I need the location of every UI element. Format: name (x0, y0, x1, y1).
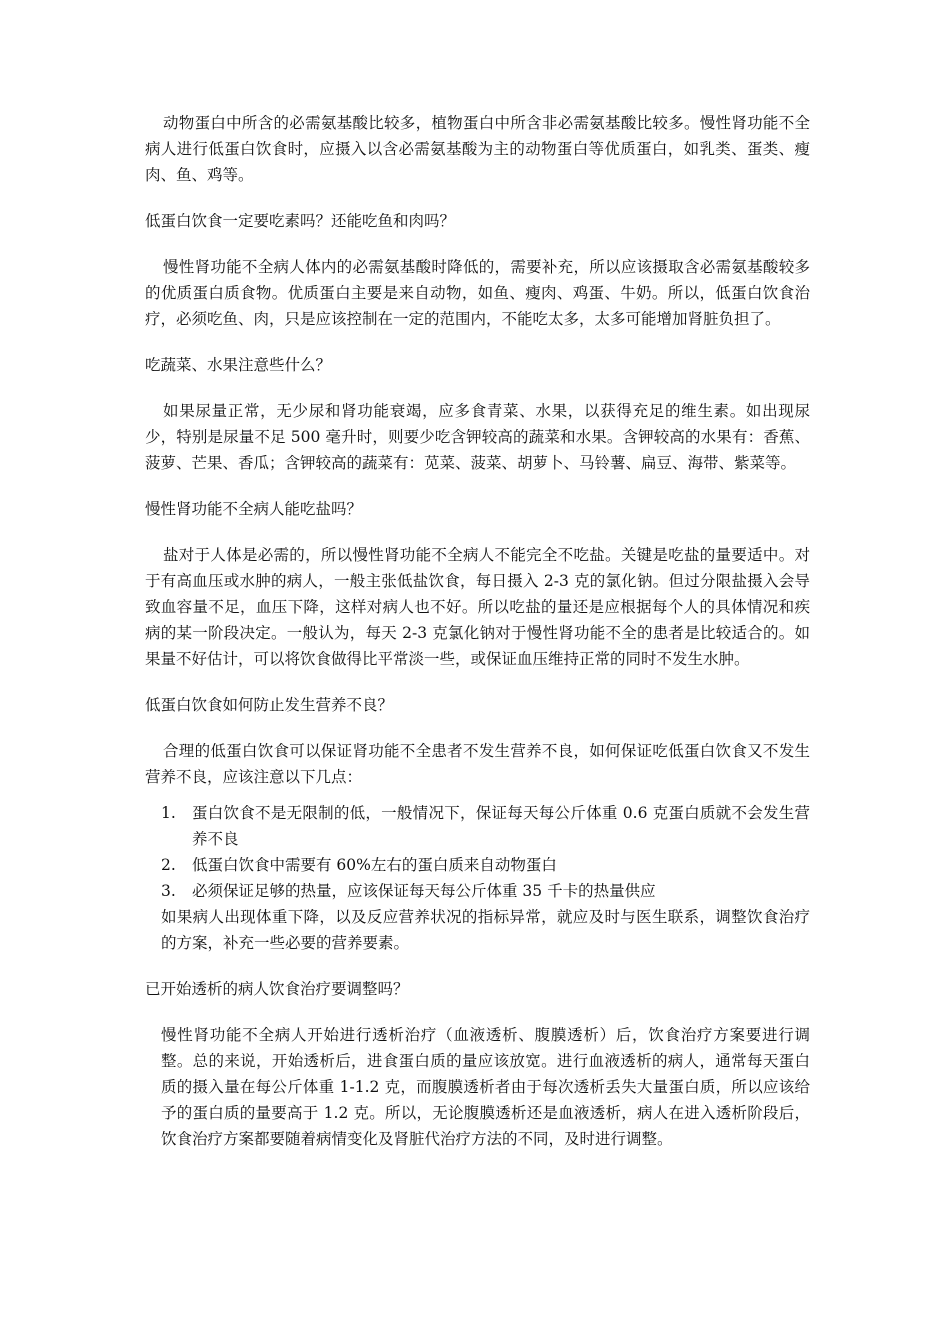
paragraph-potassium: 如果尿量正常，无少尿和肾功能衰竭，应多食青菜、水果，以获得充足的维生素。如出现尿少，特别是尿量不足 500 毫升时，则要少吃含钾较高的蔬菜和水果。含钾较高的水果有：香蕉、菠萝、芒果、香瓜；含钾较高的蔬菜有：苋菜、菠菜、胡萝卜、马铃薯、扁豆、海带、紫菜等。 (145, 402, 810, 472)
list-item (145, 852, 810, 878)
list-number: 1. (161, 804, 176, 822)
question-salt: 慢性肾功能不全病人能吃盐吗？ (145, 500, 363, 518)
question-malnutrition: 低蛋白饮食如何防止发生营养不良？ (145, 696, 394, 714)
paragraph-salt: 盐对于人体是必需的，所以慢性肾功能不全病人不能完全不吃盐。关键是吃盐的量要适中。对于有高血压或水肿的病人，一般主张低盐饮食，每日摄入 2-3 克的氯化钠。但过分限盐摄入会导致血容量不足，血压下降，这样对病人也不好。所以吃盐的量还是应根据每个人的具体情况和疾病的某一阶段决定。一般认为，每天 2-3 克氯化钠对于慢性肾功能不全的患者是比较适合的。如果量不好估计，可以将饮食做得比平常淡一些，或保证血压维持正常的同时不发生水肿。 (145, 546, 810, 668)
list-item (145, 878, 810, 904)
question-dialysis: 已开始透析的病人饮食治疗要调整吗？ (145, 980, 409, 998)
numbered-list (145, 800, 810, 904)
paragraph-essential-amino-acids: 慢性肾功能不全病人体内的必需氨基酸时降低的，需要补充，所以应该摄取含必需氨基酸较多的优质蛋白质食物。优质蛋白主要是来自动物，如鱼、瘦肉、鸡蛋、牛奶。所以，低蛋白饮食治疗，必须吃鱼、肉，只是应该控制在一定的范围内，不能吃太多，太多可能增加肾脏负担了。 (145, 258, 810, 328)
list-item-text: 蛋白饮食不是无限制的低，一般情况下，保证每天每公斤体重 0.6 克蛋白质就不会发生营养不良 (192, 804, 810, 848)
paragraph-dialysis: 慢性肾功能不全病人开始进行透析治疗（血液透析、腹膜透析）后，饮食治疗方案要进行调整。总的来说，开始透析后，进食蛋白质的量应该放宽。进行血液透析的病人，通常每天蛋白质的摄入量在每公斤体重 1-1.2 克，而腹膜透析者由于每次透析丢失大量蛋白质，所以应该给予的蛋白质的量要高于 1.2 克。所以，无论腹膜透析还是血液透析，病人在进入透析阶段后，饮食治疗方案都要随着病情变化及肾脏代治疗方法的不同，及时进行调整。 (161, 1026, 810, 1148)
document-body (145, 110, 810, 1152)
list-item (145, 800, 810, 852)
paragraph-animal-protein: 动物蛋白中所含的必需氨基酸比较多，植物蛋白中所含非必需氨基酸比较多。慢性肾功能不全病人进行低蛋白饮食时，应摄入以含必需氨基酸为主的动物蛋白等优质蛋白，如乳类、蛋类、瘦肉、鱼、鸡等。 (145, 114, 810, 184)
paragraph-malnutrition-intro: 合理的低蛋白饮食可以保证肾功能不全患者不发生营养不良，如何保证吃低蛋白饮食又不发生营养不良，应该注意以下几点： (145, 742, 810, 786)
list-item-text: 低蛋白饮食中需要有 60%左右的蛋白质来自动物蛋白 (192, 856, 557, 874)
dialysis-block (161, 1022, 810, 1152)
list-item-text: 必须保证足够的热量，应该保证每天每公斤体重 35 千卡的热量供应 (192, 882, 656, 900)
list-number: 3. (161, 882, 176, 900)
question-vegetables-fruit: 吃蔬菜、水果注意些什么？ (145, 356, 332, 374)
paragraph-after-list: 如果病人出现体重下降，以及反应营养状况的指标异常，就应及时与医生联系，调整饮食治疗的方案，补充一些必要的营养要素。 (161, 908, 810, 952)
question-vegetarian: 低蛋白饮食一定要吃素吗？还能吃鱼和肉吗？ (145, 212, 456, 230)
list-number: 2. (161, 856, 176, 874)
